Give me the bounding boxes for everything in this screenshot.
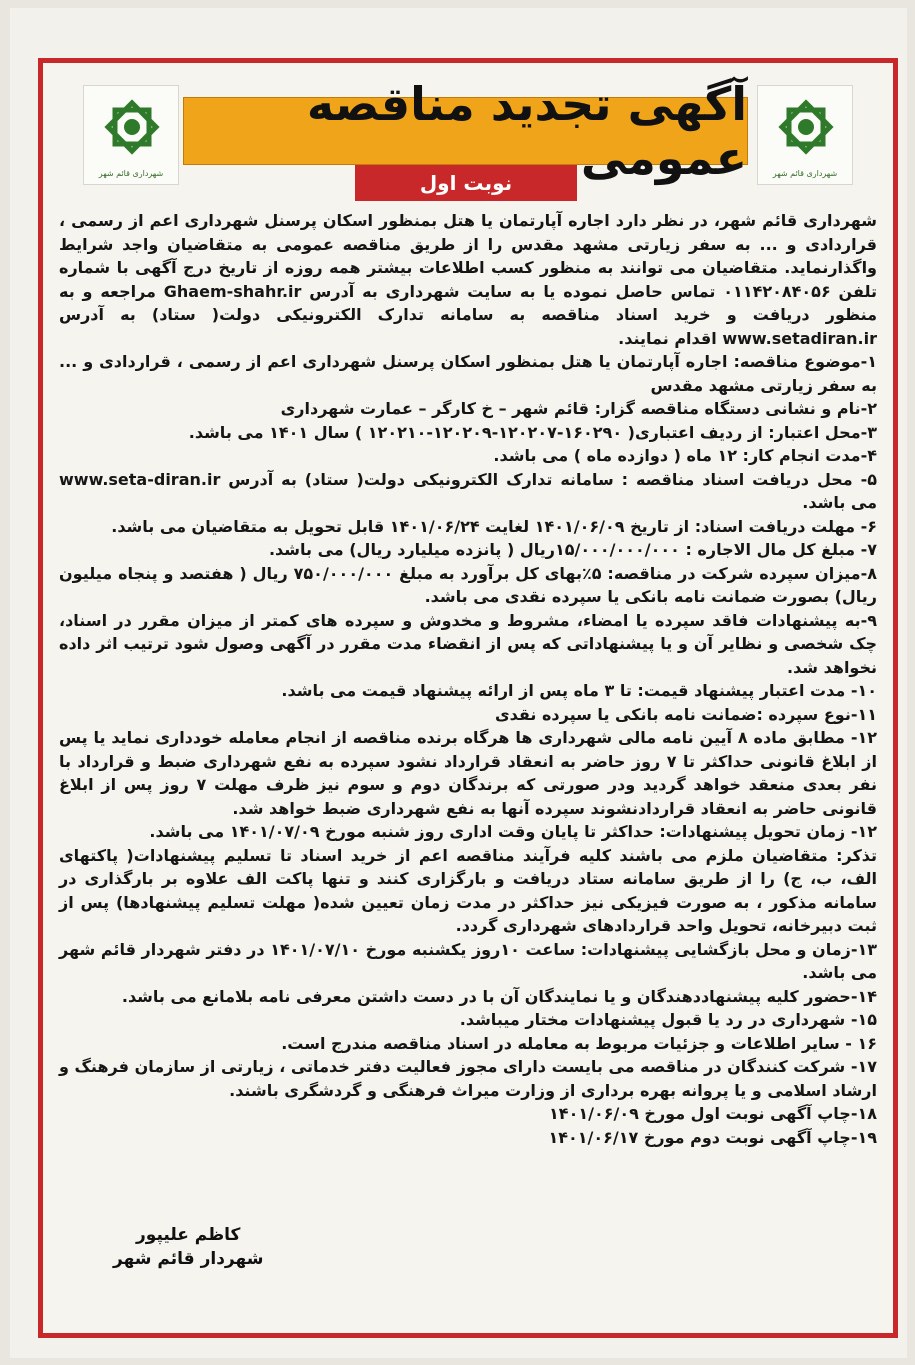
- municipality-logo-left: [83, 85, 179, 185]
- clause-3: ۳-محل اعتبار: از ردیف اعتباری( ۱۶۰۲۹۰-۱۲۰۲۰۷-۱۲۰۲۰۹-۱۲۰۲۱۰ ) سال ۱۴۰۱ می باشد.: [188, 422, 877, 442]
- logo-caption: شهرداری قائم شهر: [98, 169, 164, 178]
- emblem-icon: [773, 94, 839, 160]
- clause-17: ۱۷- شرکت کنندگان در مناقصه می بایست دارای مجوز فعالیت دفتر خدماتی ، زیارتی از سازمان فرهنگ و ارشاد اسلامی و یا پروانه بهره برداری از وزارت میراث فرهنگی و گردشگری باشند.: [59, 1057, 877, 1100]
- clause-10: ۱۰- مدت اعتبار پیشنهاد قیمت: تا ۳ ماه پس از ارائه پیشنهاد قیمت می باشد.: [281, 681, 877, 700]
- clause-11: ۱۱-نوع سپرده :ضمانت نامه بانکی یا سپرده نقدی: [494, 704, 877, 724]
- notice-frame: [38, 58, 898, 1338]
- clause-12: ۱۲- مطابق ماده ۸ آیین نامه مالی شهرداری ها هرگاه برنده مناقصه از انجام معامله خودداری نماید یا پس از ابلاغ قانونی حداکثر تا ۷ روز حاضر به انعقاد قرارداد نشود سپرده به نفع شهرداری ضبط و قرارداد با نفر بعدی منعقد خواهد گردید ودر صورتی که برندگان دوم و سوم نیز ظرف مهلت ۷ روز پس از ابلاغ قانونی حاضر به انعقاد قراردادنشوند سپرده آنها به نفع شهرداری ضبط خواهد شد.: [59, 728, 877, 818]
- signatory-role: شهردار قائم شهر: [113, 1249, 264, 1269]
- clause-5: ۵- محل دریافت اسناد مناقصه : سامانه تدارک الکترونیکی دولت( ستاد) به آدرس www.seta-diran.ir می باشد.: [59, 469, 877, 512]
- municipality-logo-right: [757, 85, 853, 185]
- signature-block: [113, 1223, 263, 1271]
- subtitle-banner: [355, 165, 577, 201]
- emblem-icon: [99, 94, 165, 160]
- clause-1: ۱-موضوع مناقصه: اجاره آپارتمان یا هتل بمنظور اسکان پرسنل شهرداری اعم از رسمی ، قراردادی و ... به سفر زیارتی مشهد مقدس: [59, 352, 877, 395]
- clause-4: ۴-مدت انجام کار: ۱۲ ماه ( دوازده ماه ) می باشد.: [493, 446, 877, 465]
- clause-16: ۱۶ - سایر اطلاعات و جزئیات مربوط به معامله در اسناد مناقصه مندرج است.: [281, 1033, 877, 1053]
- signatory-name: کاظم علیپور: [136, 1225, 241, 1245]
- clause-13: ۱۳-زمان و محل بازگشایی پیشنهادات: ساعت ۱۰روز یکشنبه مورخ ۱۴۰۱/۰۷/۱۰ در دفتر شهردار قائم شهر می باشد.: [59, 939, 877, 982]
- notice-title: آگهی تجدید مناقصه عمومی: [306, 77, 747, 185]
- clause-2: ۲-نام و نشانی دستگاه مناقصه گزار: قائم شهر – خ کارگر – عمارت شهرداری: [280, 399, 877, 418]
- newspaper-page: [10, 8, 907, 1358]
- clause-8: ۸-میزان سپرده شرکت در مناقصه: ۵٪بهای کل برآورد به مبلغ ۷۵۰/۰۰۰/۰۰۰ ریال ( هفتصد و پنجاه میلیون ریال) بصورت ضمانت نامه بانکی یا سپرده نقدی می باشد.: [59, 563, 877, 606]
- clause-9: ۹-به پیشنهادات فاقد سپرده یا امضاء، مشروط و مخدوش و سپرده های کمتر از میزان مقرر در اسناد، چک شخصی و نظایر آن و یا پیشنهاداتی که پس از انقضاء مدت مقرر در آگهی وصول شود ترتیب اثر داده نخواهد شد.: [59, 610, 877, 677]
- clause-18: ۱۸-چاپ آگهی نوبت اول مورخ ۱۴۰۱/۰۶/۰۹: [549, 1104, 877, 1123]
- intro-paragraph: شهرداری قائم شهر، در نظر دارد اجاره آپارتمان یا هتل بمنظور اسکان پرسنل شهرداری اعم از رسمی ، قراردادی و ... به سفر زیارتی مشهد مقدس را از طریق مناقصه عمومی به متقاضیان واجد شرایط واگذارنماید. متقاضیان می توانند به منظور کسب اطلاعات بیشتر همه روزه از تاریخ درج آگهی با شماره تلفن ۰۱۱۴۲۰۸۴۰۵۶ تماس حاصل نموده یا به سایت شهرداری به آدرس Ghaem-shahr.ir مراجعه و به منظور دریافت و خرید اسناد مناقصه به سامانه تدارک الکترونیکی دولت( ستاد) به آدرس www.setadiran.ir اقدام نمایند.: [59, 211, 877, 348]
- clause-7: ۷- مبلغ کل مال الاجاره : ۱۵/۰۰۰/۰۰۰/۰۰۰ریال ( پانزده میلیارد ریال) می باشد.: [268, 540, 877, 559]
- notice-body: [59, 209, 877, 1149]
- clause-19: ۱۹-چاپ آگهی نوبت دوم مورخ ۱۴۰۱/۰۶/۱۷: [548, 1127, 877, 1147]
- notice-subtitle: نوبت اول: [419, 171, 513, 195]
- logo-caption: شهرداری قائم شهر: [772, 169, 838, 178]
- clause-12-delivery: ۱۲- زمان تحویل پیشنهادات: حداکثر تا پایان وقت اداری روز شنبه مورخ ۱۴۰۱/۰۷/۰۹ می باشد.: [149, 822, 877, 841]
- clause-6: ۶- مهلت دریافت اسناد: از تاریخ ۱۴۰۱/۰۶/۰۹ لغایت ۱۴۰۱/۰۶/۲۴ قابل تحویل به متقاضیان می باشد.: [111, 516, 877, 536]
- clause-15: ۱۵- شهرداری در رد یا قبول پیشنهادات مختار میباشد.: [459, 1010, 877, 1029]
- clause-14: ۱۴-حضور کلیه پیشنهاددهندگان و یا نمایندگان آن با در دست داشتن معرفی نامه بلامانع می باشد.: [121, 986, 877, 1006]
- note-paragraph: تذکر: متقاضیان ملزم می باشند کلیه فرآیند مناقصه اعم از خرید اسناد تا تسلیم پیشنهادات( پاکتهای الف، ب، ج) را از طریق سامانه ستاد دریافت و بارگزاری کنند و تنها پاکت الف علاوه بر بارگذاری در سامانه مذکور ، به صورت فیزیکی نیز حداکثر در مدت زمان تعیین شده( مهلت تسلیم پیشنهادها) پس از ثبت دبیرخانه، تحویل واحد قراردادهای شهرداری گردد.: [59, 845, 877, 935]
